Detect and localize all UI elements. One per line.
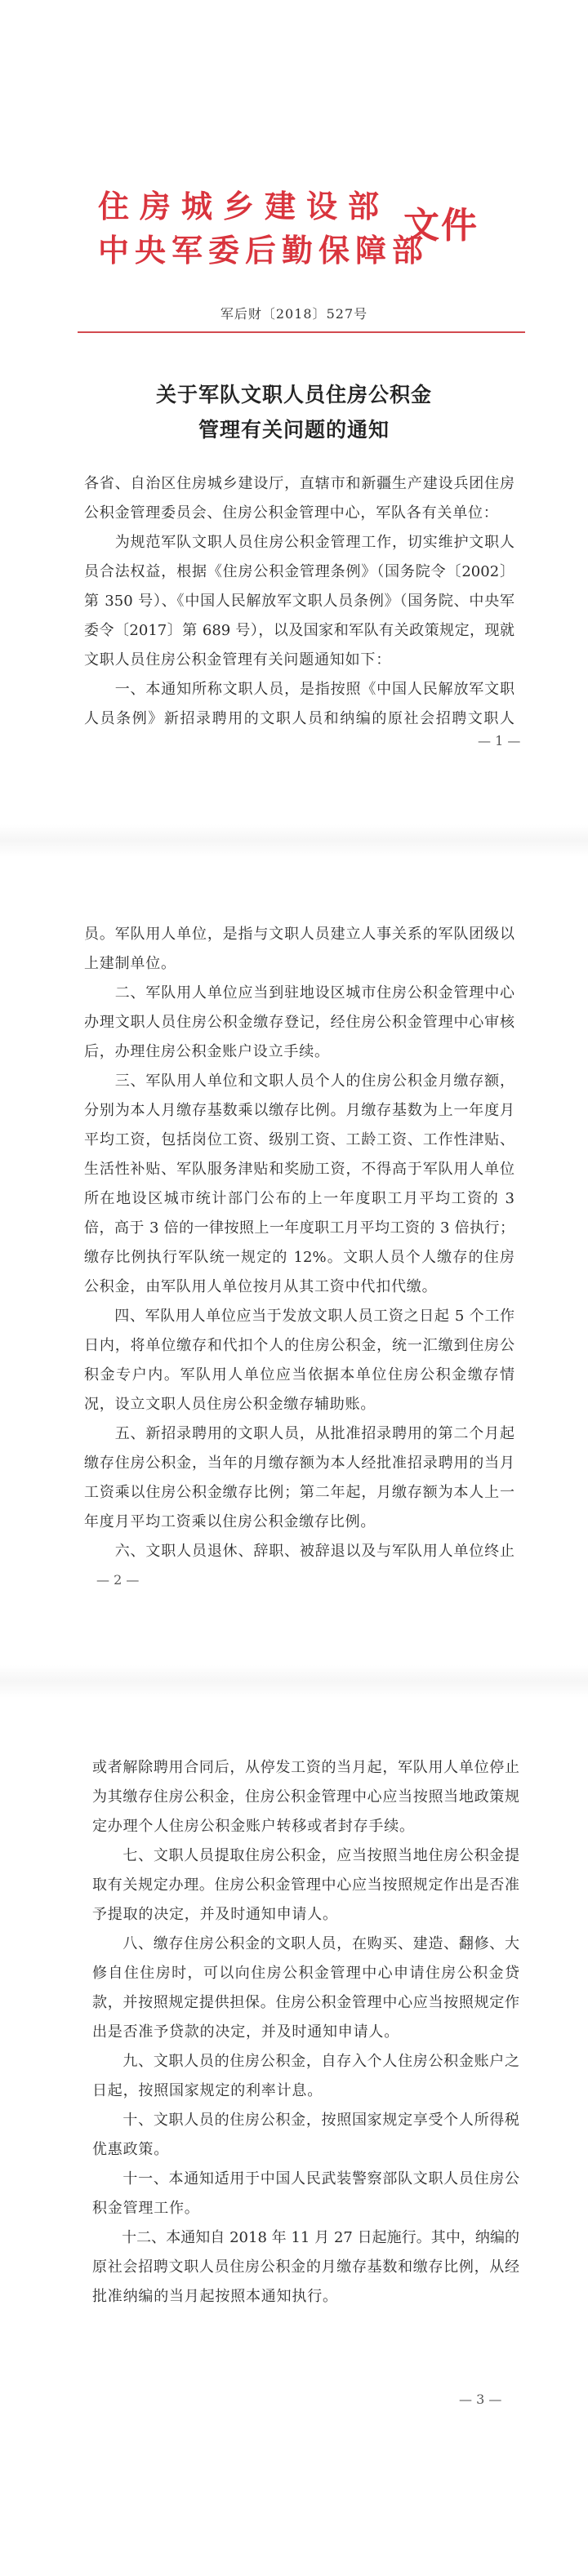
- body-text-line: 况，设立文职人员住房公积金缴存辅助账。: [84, 1396, 376, 1413]
- body-text-line: 取有关规定办理。住房公积金管理中心应当按照规定作出是否准: [92, 1876, 519, 1894]
- body-text-line: 或者解除聘用合同后，从停发工资的当月起，军队用人单位停止: [92, 1759, 519, 1776]
- body-text-line: 积金管理工作。: [92, 2200, 200, 2217]
- body-text-line: 为规范军队文职人员住房公积金管理工作，切实维护文职人: [84, 534, 514, 551]
- body-text-line: 委令〔2017〕第 689 号），以及国家和军队有关政策规定，现就: [84, 622, 514, 639]
- body-text-line: 办理文职人员住房公积金缴存登记，经住房公积金管理中心审核: [84, 1014, 514, 1031]
- body-text-line: 倍，高于 3 倍的一律按照上一年度职工月平均工资的 3 倍执行；: [84, 1219, 514, 1237]
- body-text-line: 予提取的决定，并及时通知申请人。: [92, 1906, 338, 1923]
- body-text-line: 日内，将单位缴存和代扣个人的住房公积金，统一汇缴到住房公: [84, 1337, 514, 1354]
- body-text-line: 公积金管理委员会、住房公积金管理中心，军队各有关单位：: [84, 504, 499, 522]
- document-title-line-2: 管理有关问题的通知: [198, 418, 390, 442]
- red-divider: [78, 331, 525, 333]
- body-text-line: 七、文职人员提取住房公积金，应当按照当地住房公积金提: [92, 1847, 519, 1864]
- body-text-line: 日起，按照国家规定的利率计息。: [92, 2082, 323, 2099]
- issuer-logistics-department: 中央军委后勤保障部: [98, 233, 430, 269]
- body-text-line: 十二、本通知自 2018 年 11 月 27 日起施行。其中，纳编的: [92, 2229, 519, 2246]
- body-text-line: 年度月平均工资乘以住房公积金缴存比例。: [84, 1513, 376, 1530]
- body-text-line: 缴存比例执行军队统一规定的 12%。文职人员个人缴存的住房: [84, 1249, 514, 1266]
- body-text-line: 六、文职人员退休、辞职、被辞退以及与军队用人单位终止: [84, 1543, 514, 1560]
- body-text-line: 修自住住房时，可以向住房公积金管理中心申请住房公积金贷: [92, 1965, 519, 1982]
- body-text-line: 生活性补贴、军队服务津贴和奖励工资，不得高于军队用人单位: [84, 1161, 514, 1178]
- body-text-line: 所在地设区城市统计部门公布的上一年度职工月平均工资的 3: [84, 1190, 514, 1207]
- body-text-line: 上建制单位。: [84, 955, 176, 972]
- body-text-line: 二、军队用人单位应当到驻地设区城市住房公积金管理中心: [84, 984, 514, 1002]
- body-text-line: 积金专户内。军队用人单位应当依据本单位住房公积金缴存情: [84, 1366, 514, 1383]
- body-text-line: 为其缴存住房公积金，住房公积金管理中心应当按照当地政策规: [92, 1788, 519, 1805]
- body-text-line: 出是否准予贷款的决定，并及时通知申请人。: [92, 2023, 399, 2041]
- body-text-line: 第 350 号）、《中国人民解放军文职人员条例》（国务院、中央军: [84, 593, 514, 610]
- body-text-line: 一、本通知所称文职人员，是指按照《中国人民解放军文职: [84, 681, 514, 698]
- body-text-line: 工资乘以住房公积金缴存比例；第二年起，月缴存额为本人上一: [84, 1484, 514, 1501]
- body-text-line: 四、军队用人单位应当于发放文职人员工资之日起 5 个工作: [84, 1308, 514, 1325]
- body-text-line: 十一、本通知适用于中国人民武装警察部队文职人员住房公: [92, 2170, 519, 2187]
- body-text-line: 三、军队用人单位和文职人员个人的住房公积金月缴存额，: [84, 1073, 514, 1090]
- body-text-line: 文职人员住房公积金管理有关问题通知如下：: [84, 651, 391, 668]
- page-number: — 3 —: [459, 2392, 502, 2407]
- document-type-label: 文件: [403, 205, 479, 246]
- document-number: 军后财〔2018〕527号: [220, 306, 368, 322]
- body-text-line: 员合法权益，根据《住房公积金管理条例》（国务院令〔2002〕: [84, 563, 514, 580]
- body-text-line: 缴存住房公积金，当年的月缴存额为本人经批准招录聘用的当月: [84, 1455, 514, 1472]
- page-number: — 2 —: [96, 1572, 140, 1588]
- body-text-line: 批准纳编的当月起按照本通知执行。: [92, 2288, 338, 2305]
- body-text-line: 平均工资，包括岗位工资、级别工资、工龄工资、工作性津贴、: [84, 1131, 514, 1148]
- body-text-line: 各省、自治区住房城乡建设厅，直辖市和新疆生产建设兵团住房: [84, 475, 514, 492]
- body-text-line: 人员条例》新招录聘用的文职人员和纳编的原社会招聘文职人: [84, 710, 514, 727]
- document-title-line-1: 关于军队文职人员住房公积金: [155, 383, 432, 406]
- body-text-line: 分别为本人月缴存基数乘以缴存比例。月缴存基数为上一年度月: [84, 1102, 514, 1119]
- page-break: [0, 1665, 588, 1698]
- body-text-line: 八、缴存住房公积金的文职人员，在购买、建造、翻修、大: [92, 1935, 519, 1952]
- body-text-line: 原社会招聘文职人员住房公积金的月缴存基数和缴存比例，从经: [92, 2258, 519, 2276]
- body-text-line: 五、新招录聘用的文职人员，从批准招录聘用的第二个月起: [84, 1425, 514, 1442]
- body-text-line: 款，并按照规定提供担保。住房公积金管理中心应当按照规定作: [92, 1994, 519, 2011]
- body-text-line: 定办理个人住房公积金账户转移或者封存手续。: [92, 1818, 415, 1835]
- body-text-line: 十、文职人员的住房公积金，按照国家规定享受个人所得税: [92, 2112, 519, 2129]
- body-text-line: 后，办理住房公积金账户设立手续。: [84, 1043, 330, 1060]
- page-number: — 1 —: [478, 733, 521, 748]
- body-text-line: 九、文职人员的住房公积金，自存入个人住房公积金账户之: [92, 2053, 519, 2070]
- body-text-line: 公积金，由军队用人单位按月从其工资中代扣代缴。: [84, 1278, 438, 1295]
- body-text-line: 优惠政策。: [92, 2141, 169, 2158]
- issuer-housing-ministry: 住房城乡建设部: [98, 189, 390, 224]
- body-text-line: 员。军队用人单位，是指与文职人员建立人事关系的军队团级以: [84, 926, 514, 943]
- page-break: [0, 824, 588, 857]
